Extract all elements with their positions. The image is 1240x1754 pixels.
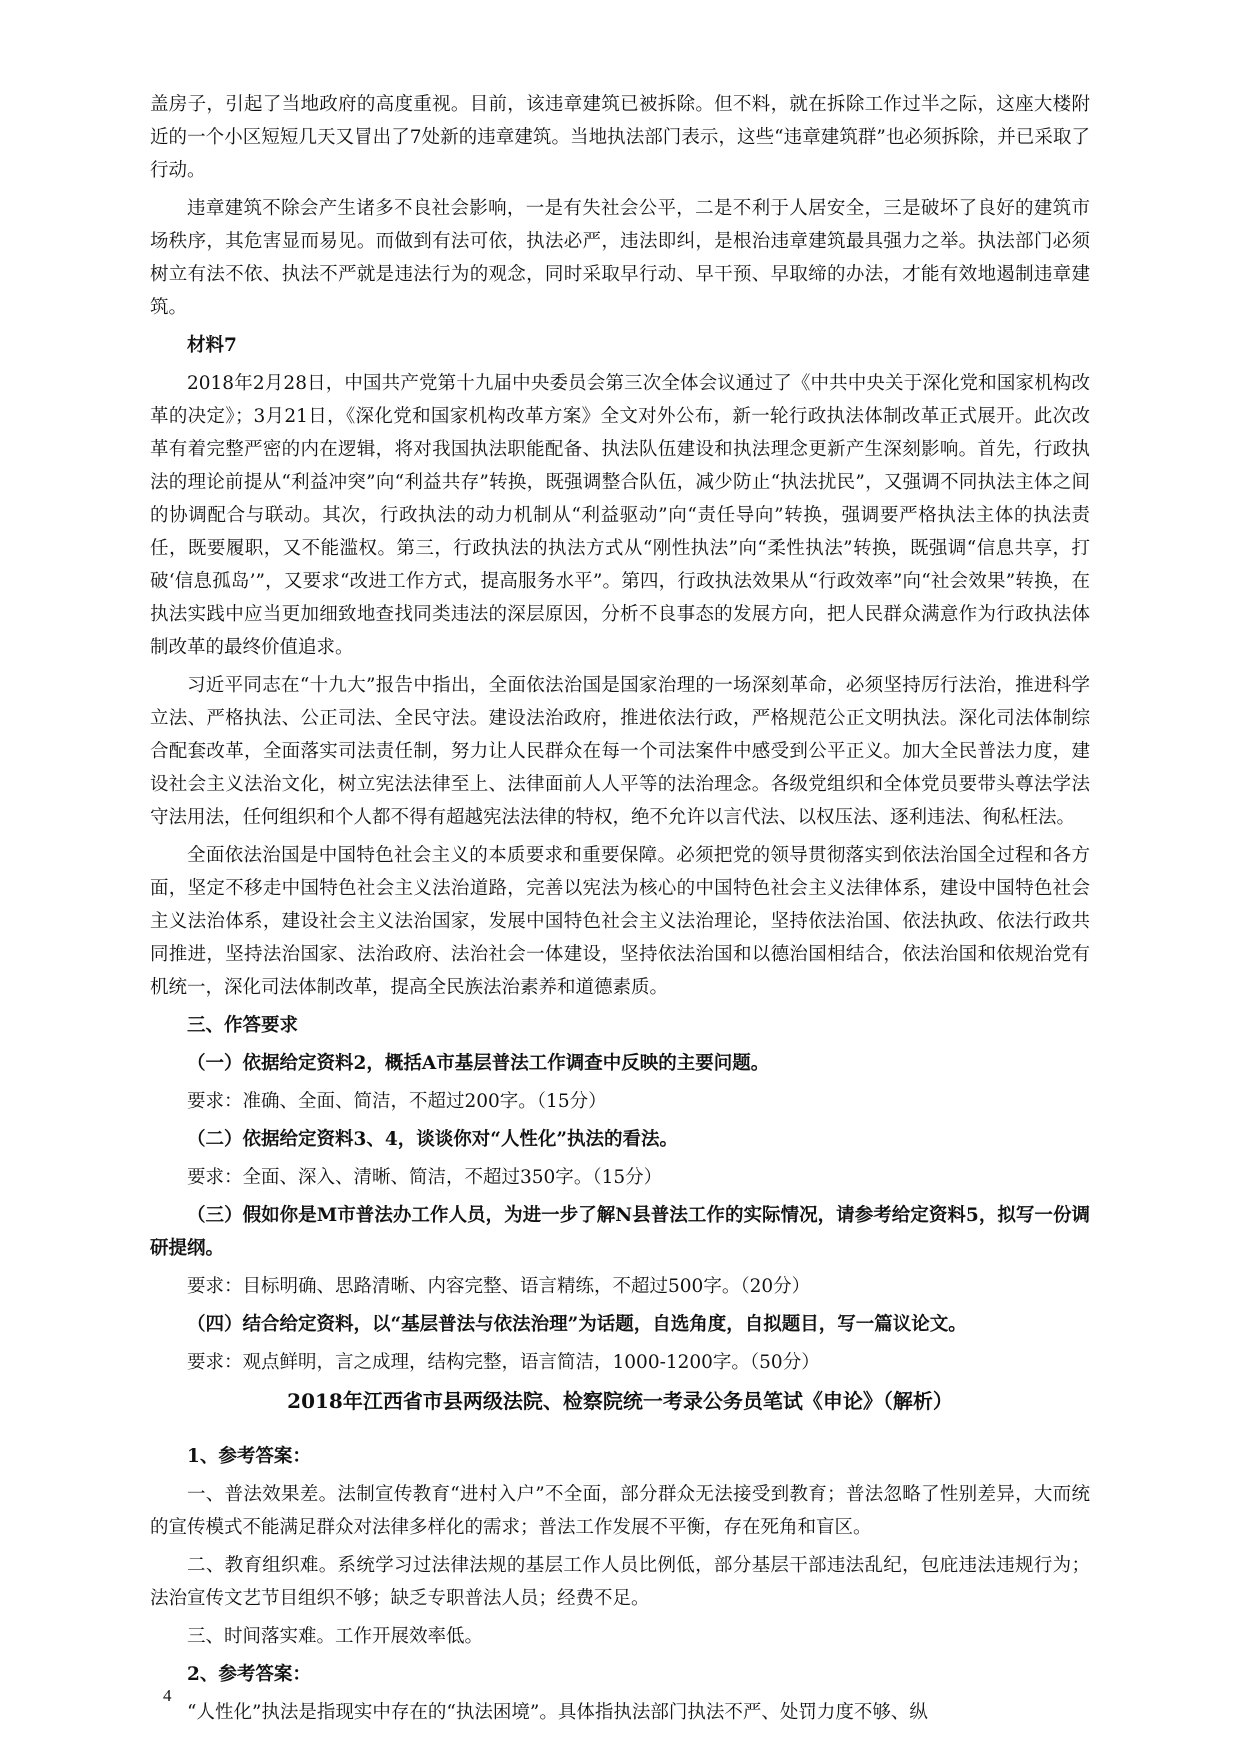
analysis-title: 2018年江西省市县两级法院、检察院统一考录公务员笔试《申论》（解析）	[287, 1389, 953, 1413]
material-7-heading: 材料7	[187, 335, 237, 356]
page-number: 4	[163, 1686, 172, 1705]
answer-1-heading: 1、参考答案：	[187, 1446, 311, 1467]
question-2: （二）依据给定资料3、4，谈谈你对“人性化”执法的看法。	[187, 1129, 679, 1150]
question-2-requirement: 要求：全面、深入、清晰、简洁，不超过350字。（15分）	[187, 1167, 663, 1188]
question-3: （三）假如你是M市普法办工作人员，为进一步了解N县普法工作的实际情况，请参考给定资料5，拟写一份调研提纲。	[150, 1205, 1090, 1259]
question-4-requirement: 要求：观点鲜明，言之成理，结构完整，语言简洁，1000-1200字。（50分）	[187, 1352, 820, 1373]
answer-1-point-2: 二、教育组织难。系统学习过法律法规的基层工作人员比例低，部分基层干部违法乱纪，包庇违法违规行为；法治宣传文艺节目组织不够；缺乏专职普法人员；经费不足。	[150, 1555, 1090, 1609]
section-answer-requirements: 三、作答要求	[187, 1015, 299, 1036]
question-4: （四）结合给定资料，以“基层普法与依法治理”为话题，自选角度，自拟题目，写一篇议论文。	[187, 1314, 967, 1335]
document-body	[150, 88, 1090, 1734]
question-3-requirement: 要求：目标明确、思路清晰、内容完整、语言精练，不超过500字。（20分）	[187, 1276, 811, 1297]
paragraph-nineteenth-congress: 习近平同志在“十九大”报告中指出，全面依法治国是国家治理的一场深刻革命，必须坚持厉行法治，推进科学立法、严格执法、公正司法、全民守法。建设法治政府，推进依法行政，严格规范公正文明执法。深化司法体制综合配套改革，全面落实司法责任制，努力让人民群众在每一个司法案件中感受到公平正义。加大全民普法力度，建设社会主义法治文化，树立宪法法律至上、法律面前人人平等的法治理念。各级党组织和全体党员要带头尊法学法守法用法，任何组织和个人都不得有超越宪法法律的特权，绝不允许以言代法、以权压法、逐利违法、徇私枉法。	[150, 675, 1090, 828]
answer-2-text: “人性化”执法是指现实中存在的“执法困境”。具体指执法部门执法不严、处罚力度不够、纵	[187, 1702, 928, 1723]
answer-1-point-3: 三、时间落实难。工作开展效率低。	[187, 1626, 484, 1647]
question-1-requirement: 要求：准确、全面、简洁，不超过200字。（15分）	[187, 1091, 607, 1112]
answer-2-heading: 2、参考答案：	[187, 1664, 311, 1685]
answer-1-point-1: 一、普法效果差。法制宣传教育“进村入户”不全面，部分群众无法接受到教育；普法忽略了性别差异，大而统的宣传模式不能满足群众对法律多样化的需求；普法工作发展不平衡，存在死角和盲区。	[150, 1484, 1090, 1538]
paragraph-reform-2018: 2018年2月28日，中国共产党第十九届中央委员会第三次全体会议通过了《中共中央关于深化党和国家机构改革的决定》；3月21日，《深化党和国家机构改革方案》全文对外公布，新一轮行政执法体制改革正式展开。此次改革有着完整严密的内在逻辑，将对我国执法职能配备、执法队伍建设和执法理念更新产生深刻影响。首先，行政执法的理论前提从“利益冲突”向“利益共存”转换，既强调整合队伍，减少防止“执法扰民”，又强调不同执法主体之间的协调配合与联动。其次，行政执法的动力机制从“利益驱动”向“责任导向”转换，强调要严格执法主体的执法责任，既要履职，又不能滥权。第三，行政执法的执法方式从“刚性执法”向“柔性执法”转换，既强调“信息共享，打破‘信息孤岛’”，又要求“改进工作方式，提高服务水平”。第四，行政执法效果从“行政效率”向“社会效果”转换，在执法实践中应当更加细致地查找同类违法的深层原因，分析不良事态的发展方向，把人民群众满意作为行政执法体制改革的最终价值追求。	[150, 373, 1090, 658]
paragraph-continued: 盖房子，引起了当地政府的高度重视。目前，该违章建筑已被拆除。但不料，就在拆除工作过半之际，这座大楼附近的一个小区短短几天又冒出了7处新的违章建筑。当地执法部门表示，这些“违章建筑群”也必须拆除，并已采取了行动。	[150, 94, 1090, 181]
paragraph-rule-of-law: 全面依法治国是中国特色社会主义的本质要求和重要保障。必须把党的领导贯彻落实到依法治国全过程和各方面，坚定不移走中国特色社会主义法治道路，完善以宪法为核心的中国特色社会主义法律体系，建设中国特色社会主义法治体系，建设社会主义法治国家，发展中国特色社会主义法治理论，坚持依法治国、依法执政、依法行政共同推进，坚持法治国家、法治政府、法治社会一体建设，坚持依法治国和以德治国相结合，依法治国和依规治党有机统一，深化司法体制改革，提高全民族法治素养和道德素质。	[150, 845, 1090, 998]
paragraph-illegal-building-impact: 违章建筑不除会产生诸多不良社会影响，一是有失社会公平，二是不利于人居安全，三是破坏了良好的建筑市场秩序，其危害显而易见。而做到有法可依，执法必严，违法即纠，是根治违章建筑最具强力之举。执法部门必须树立有法不依、执法不严就是违法行为的观念，同时采取早行动、早干预、早取缔的办法，才能有效地遏制违章建筑。	[150, 198, 1090, 318]
question-1: （一）依据给定资料2，概括A市基层普法工作调查中反映的主要问题。	[187, 1053, 770, 1074]
